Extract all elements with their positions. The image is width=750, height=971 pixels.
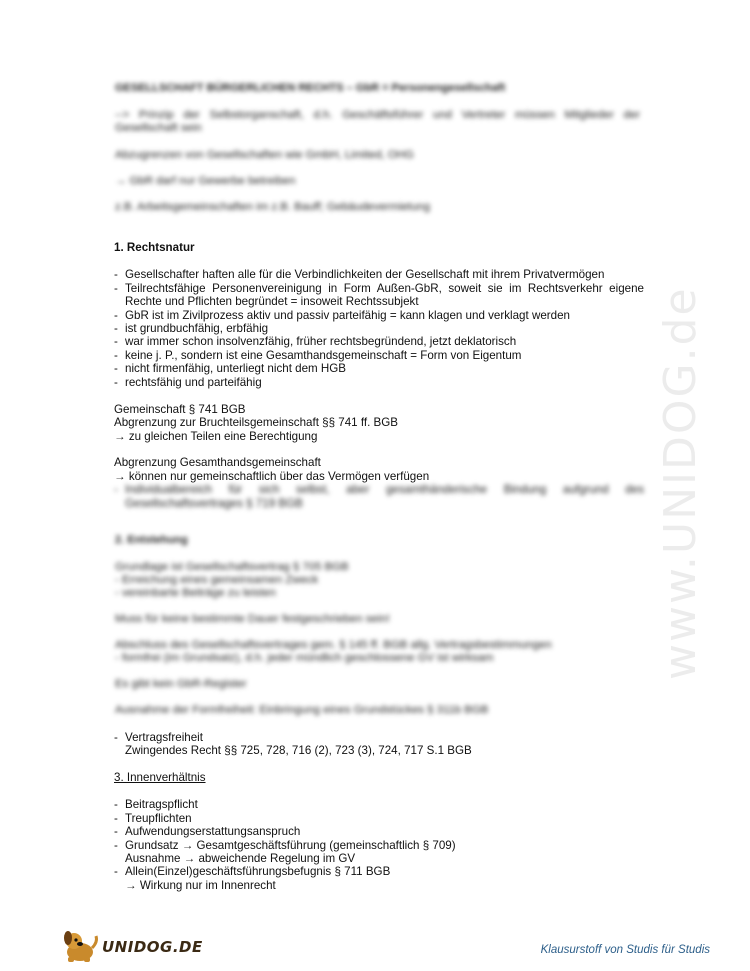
watermark: www.UNIDOG.de bbox=[655, 286, 706, 680]
text-line: Abgrenzung zur Bruchteilsgemeinschaft §§ 741 ff. BGB bbox=[114, 416, 398, 430]
intro-title: GESELLSCHAFT BÜRGERLICHEN RECHTS – GbR = Personengesellschaft bbox=[115, 82, 506, 94]
vertragsfreiheit-list bbox=[114, 731, 644, 758]
item-label: Vertragsfreiheit bbox=[125, 731, 203, 744]
item-label: Allein(Einzel)geschäftsführungsbefugnis § 711 BGB bbox=[125, 865, 391, 879]
list-item: - ist grundbuchfähig, erbfähig bbox=[114, 322, 644, 335]
blurred-section-entstehung bbox=[115, 534, 640, 717]
text-line: Abschluss des Gesellschaftsvertrages gem. § 145 ff. BGB allg. Vertragsbestimmungen bbox=[115, 639, 552, 651]
list-item: - keine j. P., sondern ist eine Gesamthandsgemeinschaft = Form von Eigentum bbox=[114, 349, 644, 362]
blurred-list bbox=[114, 483, 644, 510]
list-item: - rechtsfähig und parteifähig bbox=[114, 376, 644, 389]
text-line: → können nur gemeinschaftlich über das Vermögen verfügen bbox=[114, 469, 430, 483]
list-item: - nicht firmenfähig, unterliegt nicht dem HGB bbox=[114, 362, 644, 375]
footer-slogan: Klausurstoff von Studis für Studis bbox=[540, 944, 710, 956]
list-item: - Gesellschafter haften alle für die Verbindlichkeiten der Gesellschaft mit ihrem Privatvermögen bbox=[114, 268, 644, 281]
list-item bbox=[114, 865, 644, 892]
text-line: - vereinbarte Beiträge zu leisten bbox=[115, 587, 276, 599]
text-line: - Erreichung eines gemeinsamen Zweck bbox=[115, 574, 319, 586]
item-sub: Ausnahme → abweichende Regelung im GV bbox=[125, 852, 356, 866]
item-sub: → Wirkung nur im Innenrecht bbox=[125, 878, 276, 892]
list-item bbox=[114, 839, 644, 866]
text-line: Ausnahme der Formfreiheit: Einbringung eines Grundstückes § 311b BGB bbox=[115, 704, 489, 716]
blurred-intro bbox=[115, 82, 640, 214]
list-item: - Treupflichten bbox=[114, 812, 644, 825]
text-line: Muss für keine bestimmte Dauer festgeschrieben sein! bbox=[115, 613, 390, 625]
list-item: - GbR ist im Zivilprozess aktiv und passiv parteifähig = kann klagen und verklagt werden bbox=[114, 309, 644, 322]
list-item: - Individualbereich für sich selbst, aber gesamthänderische Bindung aufgrund des Gesellschaftsvertrages § 719 BGB bbox=[114, 483, 644, 510]
intro-line: --> Prinzip der Selbstorganschaft, d.h. Geschäftsführer und Vertreter müssen Mitglieder der Gesellschaft sein bbox=[115, 109, 640, 134]
section-heading: 1. Rechtsnatur bbox=[114, 241, 195, 254]
section-heading: 3. Innenverhältnis bbox=[114, 771, 206, 784]
section-rechtsnatur bbox=[114, 241, 644, 510]
text-line: Es gibt kein GbR-Register bbox=[115, 678, 247, 690]
list-item bbox=[114, 731, 644, 758]
list-item: - Beitragspflicht bbox=[114, 798, 644, 811]
dog-icon bbox=[60, 928, 100, 964]
section-heading: 2. Entstehung bbox=[115, 534, 188, 546]
unidog-logo[interactable] bbox=[60, 928, 203, 964]
logo-text: UNIDOG.DE bbox=[102, 938, 203, 956]
list-item: - Teilrechtsfähige Personenvereinigung in Form Außen-GbR, soweit sie im Rechtsverkehr eigene Rechte und Pflichten begründet = insoweit Rechtssubjekt bbox=[114, 282, 644, 309]
text-line: Gemeinschaft § 741 BGB bbox=[114, 403, 246, 417]
intro-line: → GbR darf nur Gewerbe betreiben bbox=[115, 175, 296, 187]
text-line: Grundlage ist Gesellschaftsvertrag § 705 BGB bbox=[115, 561, 349, 573]
item-detail: Zwingendes Recht §§ 725, 728, 716 (2), 723 (3), 724, 717 S.1 BGB bbox=[125, 744, 472, 758]
intro-line: z.B. Arbeitsgemeinschaften im z.B. Bauff; Gebäudevermietung bbox=[115, 201, 431, 213]
text-line: → zu gleichen Teilen eine Berechtigung bbox=[114, 429, 318, 443]
vertragsfreiheit-block bbox=[114, 731, 644, 758]
list-item: - Aufwendungserstattungsanspruch bbox=[114, 825, 644, 838]
list-item: - war immer schon insolvenzfähig, früher rechtsbegründend, jetzt deklatorisch bbox=[114, 335, 644, 348]
text-line: - formfrei (im Grundsatz), d.h. jeder mündlich geschlossene GV ist wirksam bbox=[115, 652, 494, 664]
gesamthand-block bbox=[114, 456, 644, 510]
item-label: Grundsatz → Gesamtgeschäftsführung (gemeinschaftlich § 709) bbox=[125, 838, 456, 852]
rechtsnatur-list bbox=[114, 268, 644, 389]
text-line: Abgrenzung Gesamthandsgemeinschaft bbox=[114, 456, 321, 470]
gemeinschaft-block bbox=[114, 403, 644, 443]
intro-line: Abzugrenzen von Gesellschaften wie GmbH, Limited, OHG bbox=[115, 149, 414, 161]
section-innenverhaeltnis bbox=[114, 771, 644, 892]
innenverhaeltnis-list bbox=[114, 798, 644, 892]
